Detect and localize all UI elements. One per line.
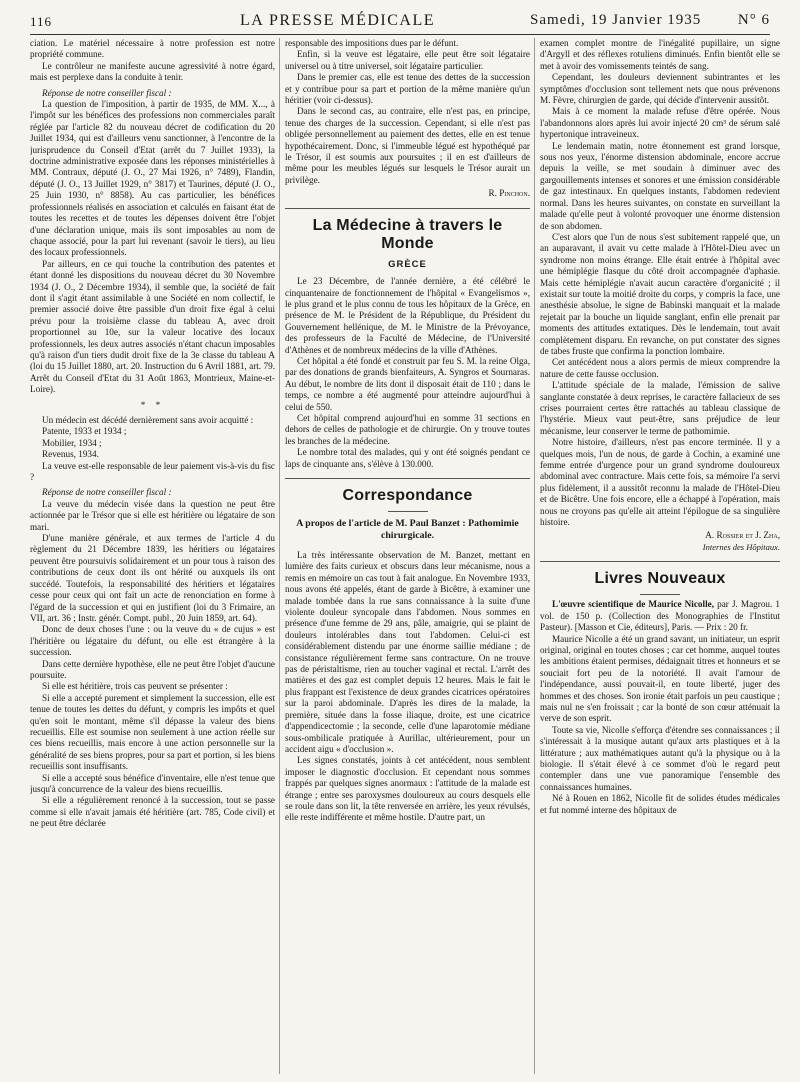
section-title-correspondance: Correspondance	[342, 487, 473, 504]
paragraph: D'une manière générale, et aux termes de l'article 4 du règlement du 21 Décembre 1839, les héritiers ou légataires peuvent être poursuivis solidairement et un pour tous à raison des contributions de ceux dont ils ont hérité ou auxquels ils ont succédé. Toutefois, la responsabilité des héritiers et légataires cesse pour ceux qui ont fait un acte de renonciation en forme à l'égard de la succession et qui en justifient (loi du 3 Frimaire, an VII, art. 36 ; Instr. génér. Compt. publ., 20 Juin 1859, art. 64).	[30, 533, 275, 623]
paragraph: Toute sa vie, Nicolle s'efforça d'étendre ses connaissances ; il s'intéressait à la musique autant qu'aux arts plastiques et à la littérature ; aux mathématiques autant qu'à la physique ou à la biologie. Il s'était élevé à ce sommet d'où le regard peut contempler dans une vue panoramique l'ensemble des connaissances humaines.	[540, 724, 780, 792]
paragraph: Réponse de notre conseiller fiscal :	[42, 487, 172, 498]
paragraph: La très intéressante observation de M. Banzet, mettant en lumière des faits curieux et obscurs dans leur mécanisme, nous a remis en mémoire un cas tout à fait analogue. En Novembre 1933, nous avons été appelés, étant de garde à Bicêtre, à examiner une malade tombée dans la rue sans connaissance à la suite d'une violente douleur syncopale dans l'abdomen. Nous sommes en présence d'une femme de 29 ans, pâle, amaigrie, qui se plaint de douleurs intolérables dans tout l'abdomen. Celui-ci est considérablement distendu par une énorme saillie médiane ; de consistance régulièrement ferme sans contracture. On ne trouve pas de péristaltisme, rien au toucher vaginal et rectal. L'arrêt des matières et des gaz est complet depuis 12 heures. Mais le fait le plus frappant est l'existence de deux grandes cicatrices opératoires sur la paroi abdominale. D'après les dires de la malade, la première, située dans la fosse iliaque, droite, est une cicatrice d'appendicectomie ; la seconde, celle d'une laparotomie médiane sous-ombilicale pratiquée à Aurillac, ultérieurement, pour un accident aigu « d'occlusion ».	[285, 550, 530, 754]
paragraph: responsable des impositions dues par le défunt.	[285, 38, 459, 48]
paragraph: Si elle a régulièrement renoncé à la succession, tout se passe comme si elle n'avait jamais été héritière (art. 785, Code civil) et ne peut être déclarée	[30, 795, 275, 829]
paragraph: Maurice Nicolle a été un grand savant, un initiateur, un esprit original, original en toutes choses ; car cet homme, auquel toutes les ambitions étaient permises, dédaignait titres et honneurs et se souciait fort peu de la notoriété. Il avait l'amour de l'indépendance, aussi pouvait-il, en toute liberté, juger des hommes et des choses. Son ironie était parfois un peu caustique ; mais nul ne s'en froissait ; car la bonté de son cœur atténuait la verve de son esprit.	[540, 633, 780, 724]
section-title-medecine: La Médecine à travers le Monde	[312, 216, 503, 252]
column-2	[285, 38, 530, 1074]
header-rule	[30, 34, 770, 35]
section-title-livres: Livres Nouveaux	[594, 570, 726, 588]
issue-number: N° 6	[737, 12, 770, 28]
paragraph: * *	[140, 399, 165, 410]
paragraph: examen complet montre de l'inégalité pupillaire, un signe d'Argyll et des réflexes rotuliens diminués. Enfin bientôt elle se met à avoir des vomissements teintés de sang.	[540, 38, 780, 71]
column-1	[30, 38, 275, 1074]
section-rule	[285, 208, 530, 209]
title-underline	[388, 511, 428, 512]
paragraph: Le 23 Décembre, de l'année dernière, a été célébré le cinquantenaire de fonctionnement de l'hôpital « Evangelismos », le plus grand et le plus connu de tous les hôpitaux de la Grèce, en présence de M. le Président de la République, du Président du Gouvernement hellénique, de M. le Ministre de la Prévoyance, des professeurs de la Faculté de Médecine, de l'Université d'Athènes et de nombreux médecins de la ville d'Athènes.	[285, 276, 530, 355]
paragraph: Si elle est héritière, trois cas peuvent se présenter :	[42, 681, 228, 692]
paragraph: Patente, 1933 et 1934 ;	[42, 426, 127, 437]
paragraph: Dans cette dernière hypothèse, elle ne peut être l'objet d'aucune poursuite.	[30, 658, 275, 680]
book-details: par J. Magrou. 1 vol. de 150 p. (Collection des Monographies de l'Institut Pasteur). [Masson et Cie, éditeurs], Paris. — Prix : 20 fr.	[540, 599, 780, 633]
paragraph: Le contrôleur ne manifeste aucune agressivité à notre égard, mais est perplexe dans la conduite à tenir.	[30, 60, 275, 83]
paragraph: ciation. Le matériel nécessaire à notre profession est notre propriété commune.	[30, 38, 275, 60]
paragraph: Né à Rouen en 1862, Nicolle fit de solides études médicales et fut nommé interne des hôpitaux de	[540, 793, 780, 815]
fiscal-continued	[285, 38, 530, 186]
paragraph: Le lendemain matin, notre étonnement est grand lorsque, sous nos yeux, l'énorme distension abdominale, encore accrue depuis la veille, se met soudain à diminuer avec des gargouillements intenses et sonores et une émission considérable de gaz intestinaux. En quelques instants, l'abdomen redevient normal. Dans les heures suivantes, on constate en surveillant la malade qu'elle peut à volonté provoquer une énorme distension de son abdomen.	[540, 140, 780, 231]
column-3	[540, 38, 780, 1074]
author-signature: A. Rossier et J. Zha,	[705, 530, 780, 541]
paragraph: Dans le second cas, au contraire, elle n'est pas, en principe, tenue des charges de la succession. Cependant, si elle n'est pas obligée personnellement au paiement des dettes, elle en est tenue hypothécairement. Donc, si l'immeuble légué est hypothéqué par le Trésor, il est soumis aux poursuites ; il en est d'ailleurs de même pour les meubles légués sur lesquels le Trésor aurait un privilège.	[285, 106, 530, 185]
book-reference	[540, 599, 780, 633]
paragraph: La question de l'imposition, à partir de 1935, de MM. X..., à l'impôt sur les bénéfices des professions non commerciales paraît réglée par l'article 82 du nouveau décret de codification du 20 Juillet 1934, qui est d'ailleurs venu sanctionner, à l'encontre de la jurisprudence du Conseil d'Etat (arrêt du 7 Juillet 1933), la doctrine administrative exposée dans les réponses ministérielles à MM. Contraux, député (J. O., 27 Mai 1926, n° 7489), Flandin, député (J. O., 13 Juillet 1929, n° 3817) et Taurines, député (J. O., 25 Juin 1930, n° 8858). Au cas particulier, les bénéfices professionnels réalisés en association et calculés en faisant état de toutes les recettes et de toutes les dépenses doivent être l'objet d'une déclaration unique, mais ils sont imposables au nom de chaque associé, pour la part lui revenant (savoir le tiers), au lieu des locaux professionnels.	[30, 99, 275, 258]
paragraph: Cet antécédent nous a alors permis de mieux comprendre la nature de cette fausse occlusion.	[540, 357, 780, 379]
page-header	[30, 12, 770, 34]
column-divider	[534, 38, 535, 1074]
fiscal-answers	[30, 38, 275, 830]
paragraph: Donc de deux choses l'une : ou la veuve du « de cujus » est l'héritière ou légataire du défunt, ou elle est étrangère à la succession.	[30, 624, 275, 658]
paragraph: Par ailleurs, en ce qui touche la contribution des patentes et étant donné les dispositions du nouveau décret du 30 Novembre 1934 (J. O., 2 Décembre 1934), il semble que, la société de fait dont il s'agit étant assimilable à une Société en nom collectif, le premier associé doive être passible d'un droit fixe égal à celui prévu pour la troisième classe du tableau A, avec droit proportionnel au 10e, sur la valeur locative des locaux professionnels, les deux autres associés n'étant chacun imposables qu'à raison d'un tiers dudit droit fixe de la 3e classe du tableau A (loi du 15 Juillet 1880, art. 20. Instruction du 6 Avril 1881, art. 79. Arrêt du Conseil d'Etat du 31 Août 1863, Montrieux, Maine-et-Loire).	[30, 258, 275, 395]
paragraph: Cependant, les douleurs deviennent subintrantes et les symptômes d'occlusion sont tellement nets que nous prévenons M. Fèvre, chirurgien de garde, qui décide d'intervenir aussitôt.	[540, 72, 780, 106]
paragraph: Dans le premier cas, elle est tenue des dettes de la succession et y contribue pour sa part et portion de la même manière qu'un héritier (voir ci-dessus).	[285, 72, 530, 106]
paragraph: C'est alors que l'un de nous s'est subitement rappelé que, un an auparavant, il avait vu cette malade à l'Hôtel-Dieu avec un syndrome non moins étrange. Elle était entrée à l'hôpital avec une hémiplégie flasque du côté droit accompagnée d'aphasie. Mais cette hémiplégie n'avait aucun caractère d'organicité ; il existait sur toute la moitié droite du corps, y compris la face, une anesthésie absolue, le signe de Babinski manquait et la malade rejetait par la bouche un liquide sanglant, enfin elle prenait par moments des attitudes extatiques. Dès le lendemain, tout avait complètement disparu. En revanche, on put constater des signes de tabes fruste que confirma la ponction lombaire.	[540, 231, 780, 356]
paragraph: Mobilier, 1934 ;	[42, 437, 102, 448]
paragraph: La veuve est-elle responsable de leur paiement vis-à-vis du fisc ?	[30, 460, 275, 483]
journal-title: LA PRESSE MÉDICALE	[240, 12, 436, 29]
paragraph: Si elle a accepté purement et simplement la succession, elle est tenue de toutes les dettes du défunt, y compris les impôts et quel qu'en soit le montant, même s'il dépasse la valeur des biens recueillis. Elle est soumise non seulement à une action réelle sur ces biens recueillis, mais encore à une action personnelle sur la généralité de ses biens propres, pour sa part et portion, si les biens recueillis sont insuffisants.	[30, 692, 275, 772]
paragraph: Cet hôpital comprend aujourd'hui en somme 31 sections en dehors de celles de pathologie et de chirurgie. On y trouve toutes les branches de la médecine.	[285, 412, 530, 446]
paragraph: Réponse de notre conseiller fiscal :	[42, 87, 172, 98]
page-number: 116	[30, 14, 53, 29]
book-title: L'œuvre scientifique de Maurice Nicolle,	[552, 599, 715, 610]
paragraph: L'attitude spéciale de la malade, l'émission de salive sanglante constatée à deux reprises, le caractère fallacieux de ses crises pourraient certes être rattachés au tableau classique de l'hystérie. Mieux vaut peut-être, sans préjudice de leur mécanisme, leur conserver le terme de pathomimie.	[540, 380, 780, 436]
paragraph: Notre histoire, d'ailleurs, n'est pas encore terminée. Il y a quelques mois, l'un de nous, de garde à Cochin, a examiné une femme entrée d'urgence pour un grand syndrome douloureux abdominal avec contracture. Mais cette fois, sa mémoire l'a servi plus fidèlement, il a aussitôt reconnu la malade de l'Hôtel-Dieu et de Bicêtre. Une fois encore, elle a échappé à l'opération, mais nous ne croyons pas qu'elle ait atteint l'épilogue de sa singulière histoire.	[540, 437, 780, 528]
author-role: Internes des Hôpitaux.	[702, 541, 780, 552]
paragraph: Revenus, 1934.	[42, 449, 99, 460]
author-signature: R. Pinchon.	[488, 188, 530, 199]
section-subtitle: GRÈCE	[388, 258, 427, 270]
book-review	[540, 634, 780, 817]
column-divider	[279, 38, 280, 1074]
paragraph: Si elle a accepté sous bénéfice d'inventaire, elle n'est tenue que jusqu'à concurrence de la valeur des biens recueillis.	[30, 772, 275, 794]
article-title: A propos de l'article de M. Paul Banzet : Pathomimie chirurgicale.	[296, 518, 519, 541]
correspondance-continued	[540, 38, 780, 528]
paragraph: La veuve du médecin visée dans la question ne peut être actionnée par le Trésor que si elle est héritière ou légataire de son mari.	[30, 498, 275, 532]
section-rule	[285, 478, 530, 479]
issue-date: Samedi, 19 Janvier 1935	[530, 12, 702, 28]
paragraph: Les signes constatés, joints à cet antécédent, nous semblent imposer le diagnostic d'occlusion. Et cependant nous sommes frappés par quelques signes anormaux : l'attitude de la malade est étrange ; entre ses paroxysmes douloureux au cours desquels elle se roule dans son lit, la tête renversée en arrière, les yeux révulsés, elle reste indifférente et même hostile. D'autre part, un	[285, 755, 530, 823]
title-underline	[640, 594, 680, 595]
paragraph: Un médecin est décédé dernièrement sans avoir acquitté :	[42, 415, 254, 425]
paragraph: Mais à ce moment la malade refuse d'être opérée. Nous l'abandonnons alors après lui avoir injecté 20 cm³ de sérum salé hypertonique intraveineux.	[540, 106, 780, 140]
medecine-article	[285, 276, 530, 470]
section-rule	[540, 561, 780, 562]
paragraph: Le nombre total des malades, qui y ont été soignés pendant ce laps de cinquante ans, s'élève à 130.000.	[285, 447, 530, 469]
paragraph: Cet hôpital a été fondé et construit par feu S. M. la reine Olga, par des donations de grands bienfaiteurs, A. Syngros et Sournaras. Au début, le nombre de lits dont il disposait était de 110 ; dans le temps, ce nombre a été augmenté pour atteindre aujourd'hui à celui de 550.	[285, 355, 530, 412]
paragraph: Enfin, si la veuve est légataire, elle peut être soit légataire universel ou à titre universel, soit légataire particulier.	[285, 49, 530, 71]
correspondance-article	[285, 550, 530, 824]
